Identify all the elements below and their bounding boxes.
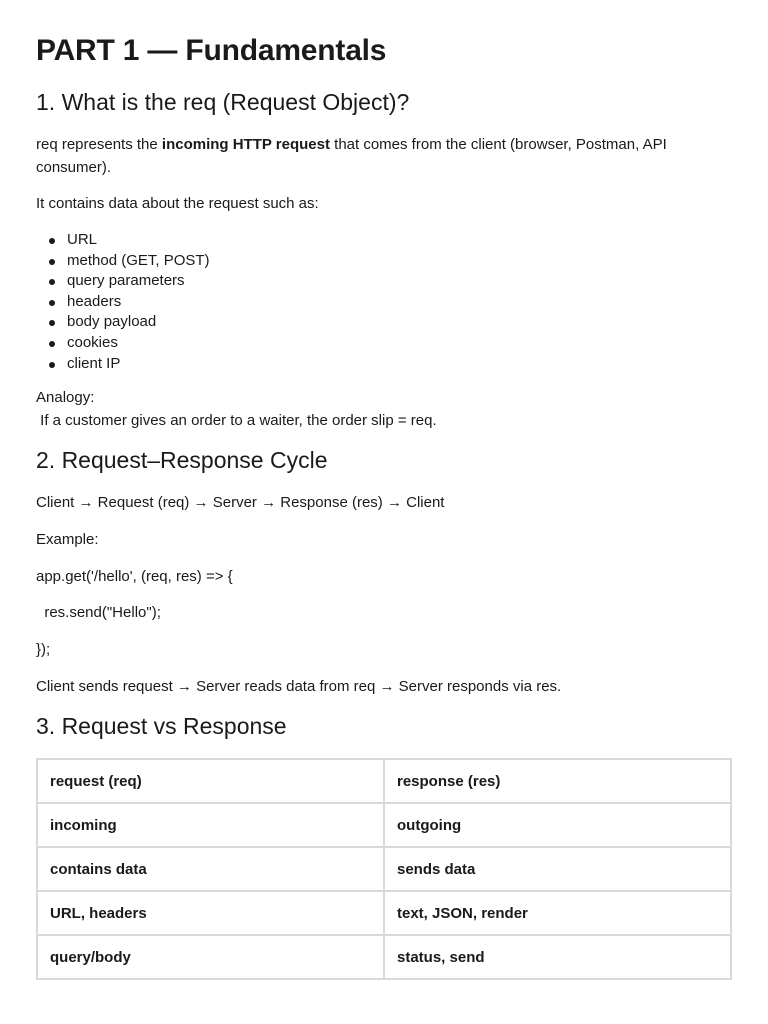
intro-text-pre: req represents the	[36, 136, 162, 153]
list-item	[36, 333, 210, 354]
bullet-icon	[49, 362, 55, 368]
code-line-3: });	[36, 641, 51, 658]
table-row	[37, 803, 731, 847]
list-item-text: body payload	[67, 313, 157, 331]
intro-text-post: that comes from the client (browser, Postman, API consumer).	[36, 136, 667, 176]
table-cell: response (res)	[384, 759, 731, 803]
table-row	[37, 847, 731, 891]
example-label: Example:	[36, 531, 99, 548]
list-item-text: headers	[67, 292, 122, 310]
table-cell: text, JSON, render	[384, 891, 731, 935]
table-cell: query/body	[37, 935, 384, 979]
cycle-summary-text: Client sends request → Server reads data from req → Server responds via res.	[36, 678, 562, 695]
bullet-icon	[49, 238, 55, 244]
table-cell: request (req)	[37, 759, 384, 803]
code-line-1: app.get('/hello', (req, res) => {	[36, 568, 233, 585]
table-cell: sends data	[384, 847, 731, 891]
bullet-icon	[49, 341, 55, 347]
table-cell: status, send	[384, 935, 731, 979]
list-item	[36, 251, 210, 272]
section-3-heading: 3. Request vs Response	[36, 713, 287, 739]
request-response-table	[36, 758, 732, 980]
bullet-icon	[49, 320, 55, 326]
list-item	[36, 312, 210, 333]
request-data-list	[36, 230, 210, 374]
section-1-heading: 1. What is the req (Request Object)?	[36, 89, 410, 115]
bullet-icon	[49, 279, 55, 285]
request-flow-text: Client → Request (req) → Server → Response (res) → Client	[36, 494, 445, 511]
list-item	[36, 292, 210, 313]
table-row	[37, 759, 731, 803]
list-item-text: client IP	[67, 354, 121, 372]
list-item	[36, 354, 210, 375]
table-row	[37, 935, 731, 979]
list-item	[36, 230, 210, 251]
section-1-contains-text: It contains data about the request such as:	[36, 195, 319, 212]
intro-text-bold: incoming HTTP request	[161, 136, 330, 153]
page-title: PART 1 — Fundamentals	[36, 34, 387, 67]
list-item	[36, 271, 210, 292]
section-2-heading: 2. Request–Response Cycle	[36, 447, 328, 473]
code-line-2: res.send("Hello");	[36, 604, 161, 621]
section-1-intro	[36, 133, 732, 179]
table-cell: incoming	[37, 803, 384, 847]
list-item-text: cookies	[67, 333, 118, 351]
analogy-text: If a customer gives an order to a waiter, the order slip = req.	[36, 412, 437, 429]
table-cell: URL, headers	[37, 891, 384, 935]
list-item-text: query parameters	[67, 272, 185, 290]
bullet-icon	[49, 300, 55, 306]
table-row	[37, 891, 731, 935]
analogy-label: Analogy:	[36, 389, 95, 406]
list-item-text: method (GET, POST)	[67, 251, 210, 269]
bullet-icon	[49, 259, 55, 265]
table-cell: outgoing	[384, 803, 731, 847]
list-item-text: URL	[67, 231, 98, 248]
table-cell: contains data	[37, 847, 384, 891]
